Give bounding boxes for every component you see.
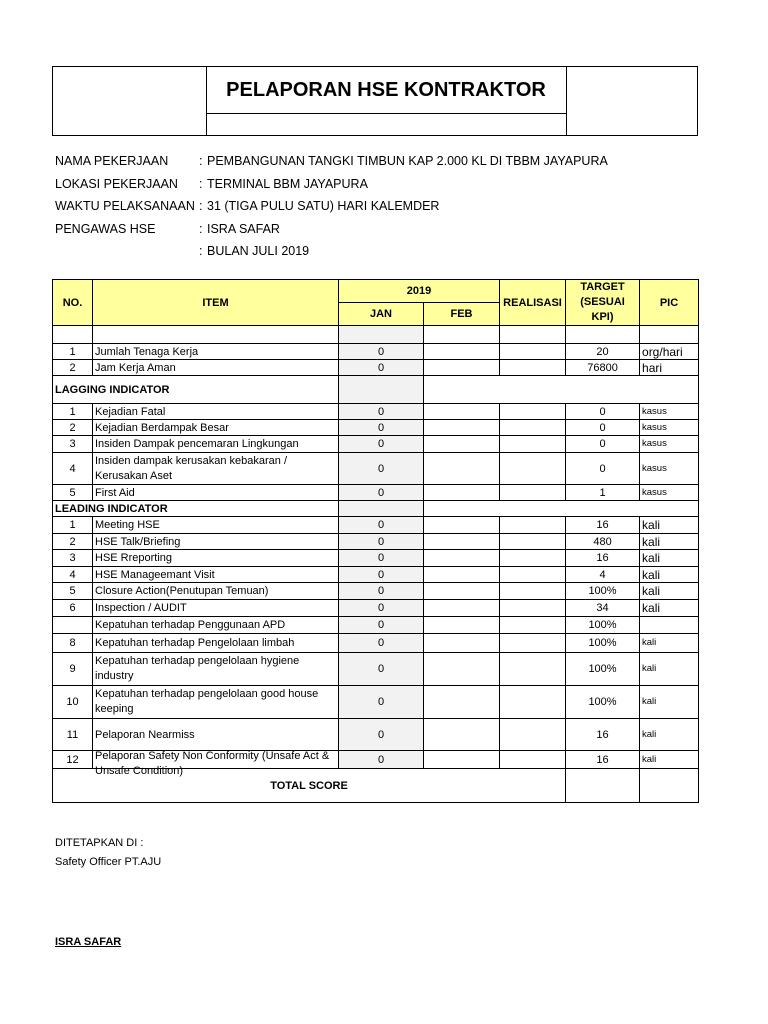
row-item: Inspection / AUDIT bbox=[93, 600, 339, 617]
table-row bbox=[53, 485, 699, 501]
row-target: 16 bbox=[566, 751, 640, 769]
row-jan: 0 bbox=[339, 436, 424, 453]
row-item: Insiden dampak kerusakan kebakaran / Kerusakan Aset bbox=[93, 453, 339, 485]
row-item-text: Pelaporan Safety Non Conformity (Unsafe Act & Unsafe Condition) bbox=[95, 749, 330, 777]
table-row bbox=[53, 404, 699, 420]
row-jan: 0 bbox=[339, 453, 424, 485]
table-row bbox=[53, 550, 699, 567]
table-row bbox=[53, 534, 699, 550]
row-realisasi bbox=[500, 751, 566, 769]
row-jan: 0 bbox=[339, 653, 424, 686]
row-realisasi bbox=[500, 550, 566, 567]
row-target: 100% bbox=[566, 583, 640, 600]
row-no: 5 bbox=[53, 583, 93, 600]
col-header-item: ITEM bbox=[93, 280, 339, 326]
row-target: 20 bbox=[566, 344, 640, 360]
row-item: Jumlah Tenaga Kerja bbox=[93, 344, 339, 360]
row-feb bbox=[424, 617, 500, 634]
row-realisasi bbox=[500, 436, 566, 453]
row-realisasi bbox=[500, 653, 566, 686]
row-target: 4 bbox=[566, 567, 640, 583]
row-jan: 0 bbox=[339, 686, 424, 719]
row-pic: kasus bbox=[640, 420, 699, 436]
header-right-cell bbox=[566, 67, 697, 135]
row-realisasi bbox=[500, 420, 566, 436]
row-item: HSE Rreporting bbox=[93, 550, 339, 567]
row-feb bbox=[424, 583, 500, 600]
table-row bbox=[53, 517, 699, 534]
footer-ditetapkan: DITETAPKAN DI : bbox=[55, 837, 144, 849]
section-row-lagging bbox=[53, 376, 699, 404]
row-target: 0 bbox=[566, 436, 640, 453]
info-colon: : bbox=[199, 154, 203, 168]
col-header-year: 2019 bbox=[339, 280, 500, 303]
table-row bbox=[53, 634, 699, 653]
table-row bbox=[53, 436, 699, 453]
footer-signature-name: ISRA SAFAR bbox=[55, 936, 122, 948]
row-feb bbox=[424, 534, 500, 550]
row-realisasi bbox=[500, 453, 566, 485]
report-header-box bbox=[52, 66, 698, 136]
row-target: 0 bbox=[566, 453, 640, 485]
info-label: WAKTU PELAKSANAAN bbox=[55, 199, 195, 213]
row-jan: 0 bbox=[339, 517, 424, 534]
row-no: 4 bbox=[53, 453, 93, 485]
header-left-cell bbox=[53, 67, 207, 135]
table-row bbox=[53, 420, 699, 436]
row-item bbox=[93, 749, 339, 777]
row-no: 2 bbox=[53, 420, 93, 436]
row-no bbox=[53, 617, 93, 634]
table-row bbox=[53, 751, 699, 769]
row-feb bbox=[424, 404, 500, 420]
row-target: 1 bbox=[566, 485, 640, 501]
row-target: 100% bbox=[566, 617, 640, 634]
row-pic: kasus bbox=[640, 453, 699, 485]
row-pic: kali bbox=[640, 517, 699, 534]
row-feb bbox=[424, 360, 500, 376]
row-target: 76800 bbox=[566, 360, 640, 376]
row-no: 4 bbox=[53, 567, 93, 583]
row-jan: 0 bbox=[339, 360, 424, 376]
row-pic: kasus bbox=[640, 485, 699, 501]
info-colon: : bbox=[199, 177, 203, 191]
row-pic: kali bbox=[640, 634, 699, 653]
row-target: 0 bbox=[566, 404, 640, 420]
row-jan: 0 bbox=[339, 485, 424, 501]
row-realisasi bbox=[500, 485, 566, 501]
row-feb bbox=[424, 634, 500, 653]
row-realisasi bbox=[500, 617, 566, 634]
row-item: Jam Kerja Aman bbox=[93, 360, 339, 376]
row-target: 100% bbox=[566, 686, 640, 719]
row-no: 1 bbox=[53, 404, 93, 420]
table-row bbox=[53, 344, 699, 360]
row-no: 5 bbox=[53, 485, 93, 501]
row-pic: kali bbox=[640, 719, 699, 751]
row-item: HSE Manageemant Visit bbox=[93, 567, 339, 583]
row-pic: kasus bbox=[640, 436, 699, 453]
row-realisasi bbox=[500, 344, 566, 360]
row-feb bbox=[424, 485, 500, 501]
row-pic: kali bbox=[640, 751, 699, 769]
row-item: HSE Talk/Briefing bbox=[93, 534, 339, 550]
row-jan: 0 bbox=[339, 751, 424, 769]
row-realisasi bbox=[500, 567, 566, 583]
info-value: BULAN JULI 2019 bbox=[207, 244, 310, 258]
info-value: TERMINAL BBM JAYAPURA bbox=[207, 177, 368, 191]
row-target: 480 bbox=[566, 534, 640, 550]
row-feb bbox=[424, 344, 500, 360]
row-item: Insiden Dampak pencemaran Lingkungan bbox=[93, 436, 339, 453]
info-colon: : bbox=[199, 244, 203, 258]
row-no: 1 bbox=[53, 344, 93, 360]
row-jan: 0 bbox=[339, 404, 424, 420]
info-colon: : bbox=[199, 222, 203, 236]
row-realisasi bbox=[500, 686, 566, 719]
row-feb bbox=[424, 719, 500, 751]
section-title-lagging: LAGGING INDICATOR bbox=[53, 376, 339, 404]
row-target: 16 bbox=[566, 517, 640, 534]
row-feb bbox=[424, 436, 500, 453]
row-pic: org/hari bbox=[640, 344, 699, 360]
col-header-target: TARGET (SESUAI KPI) bbox=[566, 280, 640, 326]
row-feb bbox=[424, 517, 500, 534]
table-row bbox=[53, 600, 699, 617]
row-no: 2 bbox=[53, 534, 93, 550]
info-label: PENGAWAS HSE bbox=[55, 222, 156, 236]
table-row bbox=[53, 686, 699, 719]
row-no: 1 bbox=[53, 517, 93, 534]
row-jan: 0 bbox=[339, 550, 424, 567]
row-target: 16 bbox=[566, 719, 640, 751]
row-realisasi bbox=[500, 634, 566, 653]
table-row bbox=[53, 653, 699, 686]
row-no: 3 bbox=[53, 436, 93, 453]
row-feb bbox=[424, 567, 500, 583]
row-feb bbox=[424, 686, 500, 719]
row-no: 9 bbox=[53, 653, 93, 686]
row-item: Kepatuhan terhadap pengelolaan good house keeping bbox=[93, 686, 339, 719]
row-no: 2 bbox=[53, 360, 93, 376]
table-spacer-row bbox=[53, 326, 699, 344]
row-no: 11 bbox=[53, 719, 93, 751]
row-item: Kejadian Fatal bbox=[93, 404, 339, 420]
row-pic: kali bbox=[640, 653, 699, 686]
row-no: 12 bbox=[53, 751, 93, 769]
table-row bbox=[53, 360, 699, 376]
col-header-realisasi: REALISASI bbox=[500, 280, 566, 326]
row-item: Closure Action(Penutupan Temuan) bbox=[93, 583, 339, 600]
table-header-row bbox=[53, 280, 699, 303]
row-jan: 0 bbox=[339, 719, 424, 751]
row-realisasi bbox=[500, 404, 566, 420]
row-target: 34 bbox=[566, 600, 640, 617]
row-item: Kepatuhan terhadap Penggunaan APD bbox=[93, 617, 339, 634]
row-item: Kejadian Berdampak Besar bbox=[93, 420, 339, 436]
total-score-label: TOTAL SCORE bbox=[53, 769, 566, 803]
section-title-leading: LEADING INDICATOR bbox=[53, 501, 339, 517]
col-header-pic: PIC bbox=[640, 280, 699, 326]
info-value: 31 (TIGA PULU SATU) HARI KALEMDER bbox=[207, 199, 440, 213]
row-item: Meeting HSE bbox=[93, 517, 339, 534]
col-header-jan: JAN bbox=[339, 303, 424, 326]
row-realisasi bbox=[500, 534, 566, 550]
row-realisasi bbox=[500, 600, 566, 617]
row-no: 10 bbox=[53, 686, 93, 719]
row-pic: kali bbox=[640, 686, 699, 719]
row-target: 16 bbox=[566, 550, 640, 567]
row-feb bbox=[424, 653, 500, 686]
row-pic bbox=[640, 617, 699, 634]
row-item: First Aid bbox=[93, 485, 339, 501]
row-no: 6 bbox=[53, 600, 93, 617]
row-realisasi bbox=[500, 517, 566, 534]
row-jan: 0 bbox=[339, 583, 424, 600]
row-no: 3 bbox=[53, 550, 93, 567]
table-row bbox=[53, 617, 699, 634]
row-target: 0 bbox=[566, 420, 640, 436]
row-pic: kasus bbox=[640, 404, 699, 420]
row-feb bbox=[424, 453, 500, 485]
row-jan: 0 bbox=[339, 344, 424, 360]
table-row bbox=[53, 567, 699, 583]
info-label: NAMA PEKERJAAN bbox=[55, 154, 169, 168]
row-feb bbox=[424, 550, 500, 567]
table-row bbox=[53, 453, 699, 485]
table-row bbox=[53, 583, 699, 600]
row-jan: 0 bbox=[339, 534, 424, 550]
total-target bbox=[566, 769, 640, 803]
col-header-feb: FEB bbox=[424, 303, 500, 326]
row-feb bbox=[424, 420, 500, 436]
row-pic: hari bbox=[640, 360, 699, 376]
report-title: PELAPORAN HSE KONTRAKTOR bbox=[206, 67, 566, 114]
row-pic: kali bbox=[640, 600, 699, 617]
col-header-no: NO. bbox=[53, 280, 93, 326]
row-realisasi bbox=[500, 719, 566, 751]
info-value: ISRA SAFAR bbox=[207, 222, 280, 236]
section-row-leading bbox=[53, 501, 699, 517]
info-label: LOKASI PEKERJAAN bbox=[55, 177, 178, 191]
row-jan: 0 bbox=[339, 617, 424, 634]
row-target: 100% bbox=[566, 653, 640, 686]
row-item: Kepatuhan terhadap pengelolaan hygiene industry bbox=[93, 653, 339, 686]
info-colon: : bbox=[199, 199, 203, 213]
row-item: Pelaporan Nearmiss bbox=[93, 719, 339, 751]
row-feb bbox=[424, 751, 500, 769]
row-pic: kali bbox=[640, 583, 699, 600]
row-item: Kepatuhan terhadap Pengelolaan limbah bbox=[93, 634, 339, 653]
row-jan: 0 bbox=[339, 600, 424, 617]
row-jan: 0 bbox=[339, 634, 424, 653]
row-feb bbox=[424, 600, 500, 617]
row-realisasi bbox=[500, 360, 566, 376]
row-pic: kali bbox=[640, 550, 699, 567]
row-jan: 0 bbox=[339, 420, 424, 436]
row-target: 100% bbox=[566, 634, 640, 653]
table-row bbox=[53, 719, 699, 751]
row-realisasi bbox=[500, 583, 566, 600]
row-no: 8 bbox=[53, 634, 93, 653]
total-pic bbox=[640, 769, 699, 803]
kpi-table bbox=[52, 279, 699, 803]
info-value: PEMBANGUNAN TANGKI TIMBUN KAP 2.000 KL DI TBBM JAYAPURA bbox=[207, 154, 608, 168]
row-jan: 0 bbox=[339, 567, 424, 583]
row-pic: kali bbox=[640, 567, 699, 583]
row-pic: kali bbox=[640, 534, 699, 550]
footer-officer: Safety Officer PT.AJU bbox=[55, 856, 162, 868]
